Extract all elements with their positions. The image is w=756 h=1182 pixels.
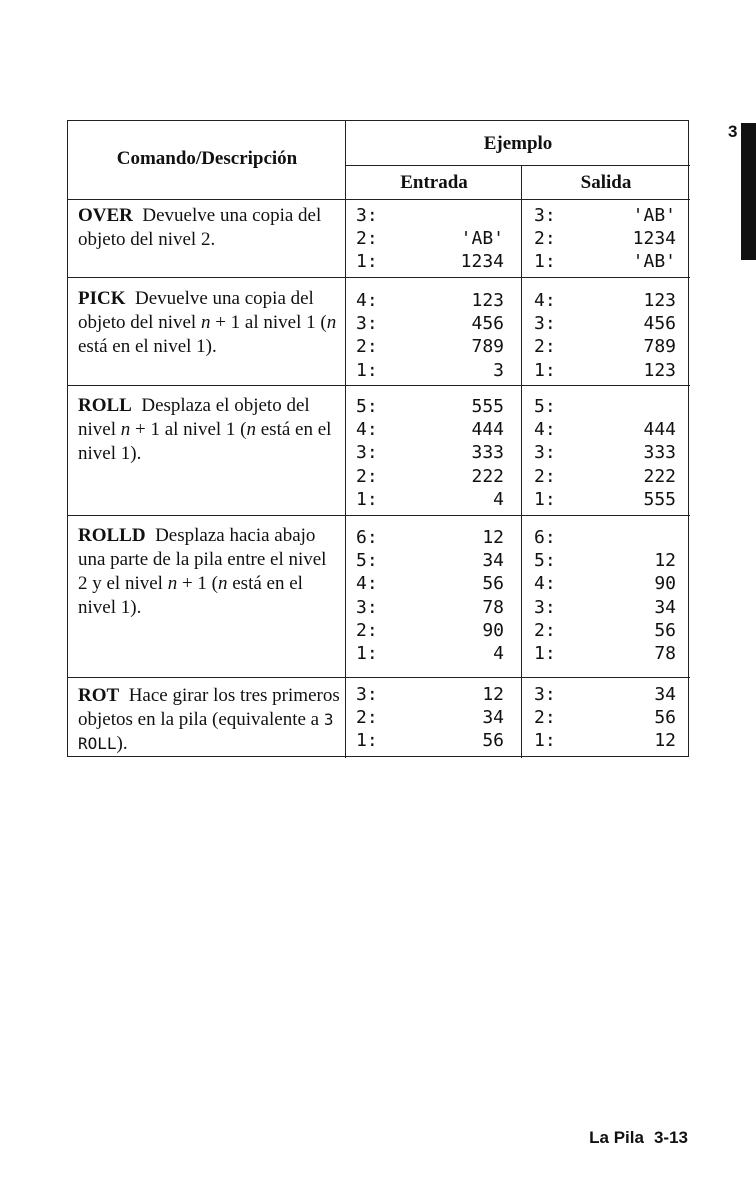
level-label: 1: [356, 730, 378, 752]
row-rot-input [356, 684, 504, 754]
page-footer [589, 1128, 688, 1148]
stack-level [534, 290, 676, 313]
stack-level [356, 597, 504, 620]
level-value: 'AB' [632, 205, 676, 226]
level-label: 3: [356, 684, 378, 705]
stack-level [356, 442, 504, 465]
header-output: Salida [580, 172, 632, 193]
level-label: 2: [356, 336, 378, 358]
level-label: 1: [534, 642, 556, 664]
stack-level [356, 290, 504, 313]
chapter-tab-number: 3 [728, 122, 738, 141]
level-value: 789 [643, 336, 676, 358]
level-label: 2: [534, 228, 556, 250]
level-label: 5: [534, 550, 556, 572]
level-value: 12 [654, 550, 676, 572]
command-name: OVER [78, 205, 133, 226]
stack-level [534, 489, 676, 512]
row-roll-description [78, 394, 340, 466]
level-label: 1: [534, 730, 556, 752]
level-label: 2: [534, 465, 556, 487]
level-value: 'AB' [632, 251, 676, 273]
level-label: 2: [356, 707, 378, 729]
level-label: 1: [356, 359, 378, 381]
level-label: 4: [356, 573, 378, 595]
command-name: PICK [78, 288, 126, 309]
description-text: está en el nivel 1). [78, 419, 332, 464]
level-value: 34 [654, 596, 676, 618]
description-text: Desplaza el objeto del nivel [78, 395, 310, 440]
row-roll-input [356, 396, 504, 512]
divider-header-mid [345, 165, 690, 166]
level-value: 222 [643, 465, 676, 487]
command-name: ROT [78, 685, 120, 706]
level-label: 3: [534, 313, 556, 335]
level-label: 1: [534, 359, 556, 381]
variable-n: n [200, 312, 211, 333]
footer-page-number: 3-13 [653, 1128, 688, 1147]
level-label: 2: [534, 336, 556, 358]
level-label: 5: [356, 550, 378, 572]
stack-level [534, 527, 676, 550]
stack-level [356, 707, 504, 730]
level-value: 78 [654, 642, 676, 664]
command-code: 3 ROLL [78, 710, 334, 753]
level-label: 1: [356, 251, 378, 273]
row-rolld-output [534, 527, 676, 666]
level-label: 3: [356, 596, 378, 618]
stack-level [534, 466, 676, 489]
stack-level [534, 336, 676, 359]
stack-commands-table [67, 120, 689, 757]
variable-n: n [326, 312, 337, 333]
level-label: 4: [534, 419, 556, 441]
header-example: Ejemplo [483, 133, 553, 154]
level-label: 5: [534, 396, 556, 417]
row-pick-description [78, 287, 340, 359]
stack-level [534, 396, 676, 419]
level-label: 2: [356, 228, 378, 250]
level-label: 1: [356, 642, 378, 664]
level-value: 1234 [632, 228, 676, 250]
divider-row-4 [68, 677, 690, 678]
level-label: 2: [356, 465, 378, 487]
level-value: 56 [482, 730, 504, 752]
row-rot-description [78, 684, 340, 756]
level-value: 34 [482, 707, 504, 729]
stack-level [356, 643, 504, 666]
chapter-thumb-tab [741, 123, 756, 260]
level-label: 1: [534, 251, 556, 273]
level-value: 333 [471, 442, 504, 464]
level-label: 1: [534, 488, 556, 510]
row-pick-input [356, 290, 504, 383]
footer-section: La Pila [589, 1128, 644, 1147]
level-value: 56 [654, 619, 676, 641]
stack-level [356, 313, 504, 336]
stack-level [356, 684, 504, 707]
row-roll-output [534, 396, 676, 512]
level-label: 4: [356, 290, 378, 311]
row-pick-output [534, 290, 676, 383]
stack-level [356, 527, 504, 550]
divider-col-2 [521, 166, 522, 758]
stack-level [534, 730, 676, 753]
level-value: 456 [471, 313, 504, 335]
level-label: 3: [356, 313, 378, 335]
divider-row-2 [68, 385, 690, 386]
stack-level [356, 205, 504, 228]
stack-level [534, 573, 676, 596]
description-text: + 1 al nivel 1 ( [210, 312, 327, 333]
level-value: 444 [643, 419, 676, 441]
stack-level [356, 489, 504, 512]
level-value: 1234 [460, 251, 504, 273]
level-label: 3: [356, 442, 378, 464]
description-text: Devuelve una copia del objeto del nivel 2. [78, 205, 322, 250]
description-text: Hace girar los tres primeros objetos en la pila (equivalente a [78, 685, 340, 730]
stack-level [534, 597, 676, 620]
level-value: 90 [654, 573, 676, 595]
row-over-output [534, 205, 676, 275]
level-value: 222 [471, 465, 504, 487]
level-label: 2: [534, 619, 556, 641]
level-value: 333 [643, 442, 676, 464]
level-value: 444 [471, 419, 504, 441]
level-label: 6: [534, 527, 556, 548]
stack-level [534, 707, 676, 730]
level-value: 'AB' [460, 228, 504, 250]
level-value: 4 [493, 642, 504, 664]
level-label: 1: [356, 488, 378, 510]
description-text: está en el nivel 1). [78, 573, 303, 618]
level-value: 90 [482, 619, 504, 641]
stack-level [356, 336, 504, 359]
level-value: 34 [654, 684, 676, 705]
variable-n: n [167, 573, 178, 594]
divider-header-bottom [68, 199, 690, 200]
level-value: 456 [643, 313, 676, 335]
row-rot-output [534, 684, 676, 754]
level-value: 789 [471, 336, 504, 358]
level-value: 123 [643, 290, 676, 311]
level-value: 12 [482, 527, 504, 548]
stack-level [534, 360, 676, 383]
level-label: 5: [356, 396, 378, 417]
command-name: ROLLD [78, 525, 146, 546]
variable-n: n [246, 419, 256, 440]
level-value: 34 [482, 550, 504, 572]
stack-level [534, 419, 676, 442]
stack-level [356, 251, 504, 274]
stack-level [534, 442, 676, 465]
level-value: 56 [654, 707, 676, 729]
description-text: está en el nivel 1). [78, 336, 217, 357]
stack-level [534, 313, 676, 336]
row-rolld-input [356, 527, 504, 666]
divider-row-1 [68, 277, 690, 278]
header-command-description: Comando/Descripción [116, 148, 298, 169]
stack-level [534, 205, 676, 228]
level-label: 4: [534, 573, 556, 595]
stack-level [534, 251, 676, 274]
description-text: + 1 ( [177, 573, 218, 594]
level-value: 12 [482, 684, 504, 705]
stack-level [356, 419, 504, 442]
description-text: ). [116, 733, 128, 754]
level-value: 555 [643, 488, 676, 510]
level-label: 2: [534, 707, 556, 729]
command-name: ROLL [78, 395, 132, 416]
level-value: 56 [482, 573, 504, 595]
level-value: 12 [654, 730, 676, 752]
level-label: 4: [356, 419, 378, 441]
stack-level [356, 396, 504, 419]
description-text: Desplaza hacia abajo una parte de la pila entre el nivel 2 y el nivel [78, 525, 327, 594]
level-label: 6: [356, 527, 378, 548]
row-over-input [356, 205, 504, 275]
level-value: 123 [471, 290, 504, 311]
level-label: 3: [534, 205, 556, 226]
stack-level [356, 466, 504, 489]
stack-level [356, 550, 504, 573]
variable-n: n [120, 419, 131, 440]
header-input: Entrada [400, 172, 468, 193]
stack-level [356, 730, 504, 753]
level-value: 4 [493, 488, 504, 510]
level-label: 3: [356, 205, 378, 226]
variable-n: n [218, 573, 228, 594]
level-value: 555 [471, 396, 504, 417]
stack-level [356, 360, 504, 383]
stack-level [534, 550, 676, 573]
row-rolld-description [78, 524, 340, 620]
stack-level [356, 228, 504, 251]
stack-level [534, 684, 676, 707]
level-label: 3: [534, 442, 556, 464]
level-value: 78 [482, 596, 504, 618]
level-label: 2: [356, 619, 378, 641]
level-value: 123 [643, 359, 676, 381]
divider-col-1 [345, 121, 346, 758]
description-text: Devuelve una copia del objeto del nivel [78, 288, 314, 333]
level-label: 4: [534, 290, 556, 311]
description-text: + 1 al nivel 1 ( [130, 419, 247, 440]
stack-level [534, 228, 676, 251]
level-label: 3: [534, 684, 556, 705]
divider-row-3 [68, 515, 690, 516]
row-over-description [78, 204, 340, 252]
stack-level [356, 620, 504, 643]
level-label: 3: [534, 596, 556, 618]
stack-level [534, 643, 676, 666]
stack-level [534, 620, 676, 643]
level-value: 3 [493, 359, 504, 381]
stack-level [356, 573, 504, 596]
